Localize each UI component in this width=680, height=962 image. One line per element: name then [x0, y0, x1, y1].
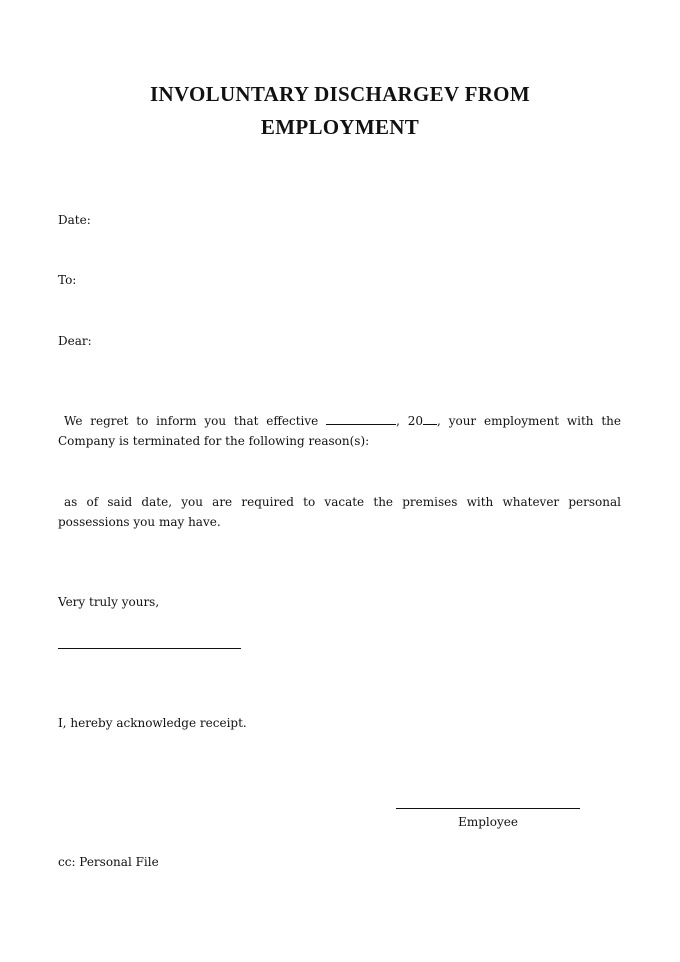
- termination-text-start: We regret to inform you that effective: [64, 414, 327, 428]
- effective-date-blank: [326, 413, 396, 425]
- cc-text: cc: Personal File: [58, 855, 159, 869]
- document-title-line-1: INVOLUNTARY DISCHARGEV FROM: [150, 82, 530, 106]
- termination-year-text: , 20: [396, 414, 424, 428]
- document-title-line-2: EMPLOYMENT: [260, 115, 420, 139]
- termination-text-end: , your employment with the Company is terminated for the following reason(s):: [58, 414, 622, 448]
- year-blank: [423, 413, 437, 425]
- dear-label: Dear:: [58, 334, 92, 348]
- acknowledge-text: I, hereby acknowledge receipt.: [58, 716, 247, 730]
- vacate-paragraph: as of said date, you are required to vacate the premises with whatever personal possessions you may have.: [58, 495, 621, 529]
- closing-text: Very truly yours,: [58, 595, 160, 609]
- sender-signature-line: [58, 648, 241, 649]
- to-label: To:: [58, 273, 77, 287]
- date-label: Date:: [58, 213, 91, 227]
- termination-paragraph: [58, 411, 621, 451]
- employee-label: Employee: [458, 815, 518, 829]
- employee-signature-line: [396, 808, 580, 809]
